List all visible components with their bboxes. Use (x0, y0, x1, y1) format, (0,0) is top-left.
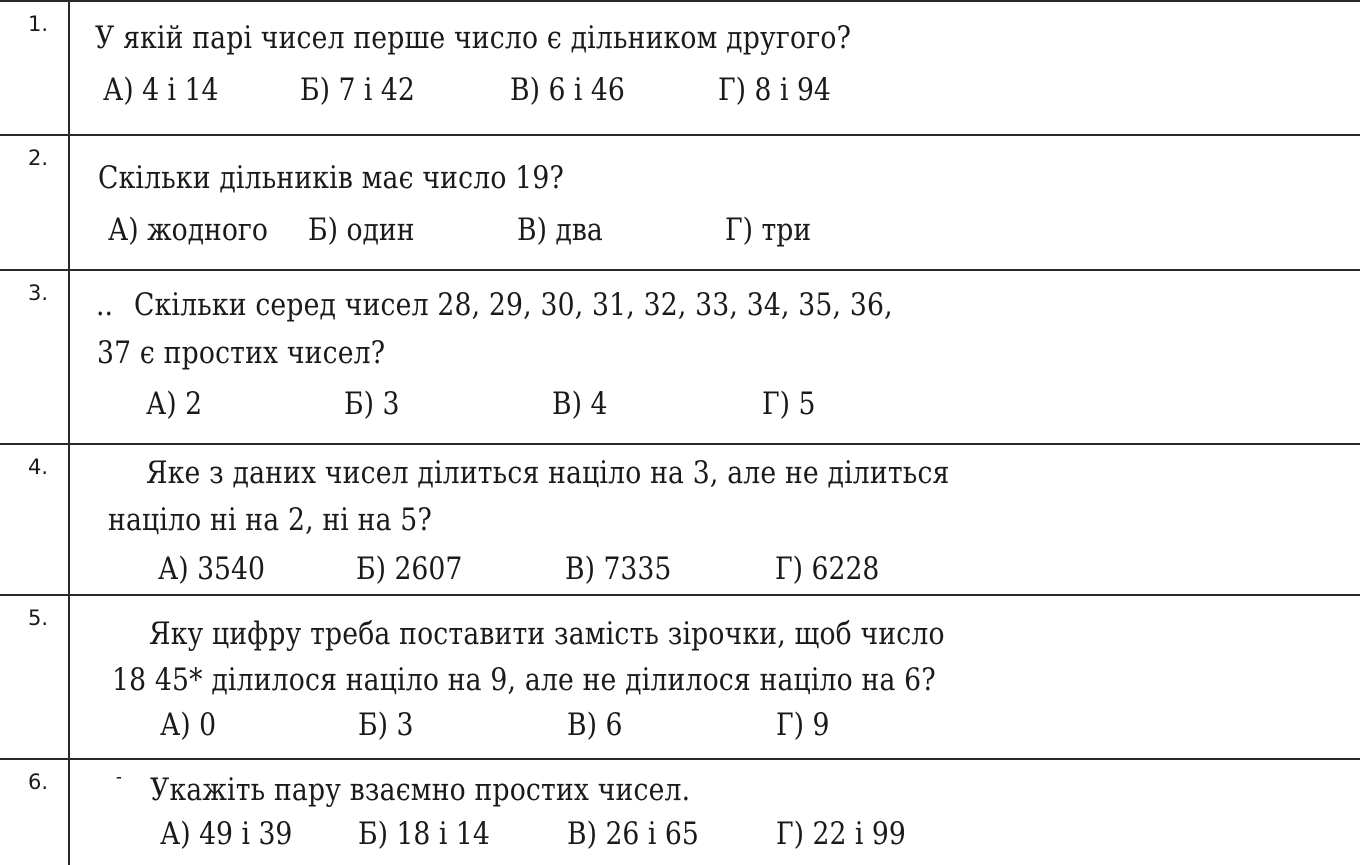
question-number: 1. (28, 12, 49, 36)
question-text: Скільки дільників має число 19? (98, 160, 564, 196)
cropped-number-fragment: - (116, 764, 122, 788)
question-row-2 (0, 134, 1360, 270)
option-a: А) 2 (146, 386, 203, 422)
option-c: В) 6 (567, 707, 623, 743)
question-number: 6. (28, 770, 49, 794)
question-row-5 (0, 594, 1360, 760)
question-text-line-2: 37 є простих чисел? (97, 335, 386, 371)
question-number-cell (0, 596, 70, 760)
question-row-1 (0, 0, 1360, 135)
option-a: А) 49 і 39 (160, 816, 293, 852)
option-a: А) жодного (108, 212, 268, 248)
question-number-cell (0, 445, 70, 596)
option-c: В) 7335 (565, 551, 672, 587)
question-text-line-2: 18 45* ділилося націло на 9, але не ділилося націло на 6? (112, 662, 936, 698)
question-text: Укажіть пару взаємно простих чисел. (150, 772, 691, 808)
option-b: Б) 18 і 14 (358, 816, 490, 852)
question-text-line-1: Скільки серед чисел 28, 29, 30, 31, 32, 33, 34, 35, 36, (134, 287, 893, 323)
option-a: А) 4 і 14 (103, 72, 219, 108)
option-d: Г) 22 і 99 (776, 816, 906, 852)
question-number-cell (0, 2, 70, 135)
option-a: А) 3540 (158, 551, 265, 587)
option-d: Г) 8 і 94 (718, 72, 831, 108)
question-text-line-1: Яке з даних чисел ділиться націло на 3, але не ділиться (146, 455, 950, 491)
question-text: У якій парі чисел перше число є дільником другого? (95, 20, 852, 56)
question-text-line-2: націло ні на 2, ні на 5? (108, 502, 432, 538)
option-b: Б) 2607 (356, 551, 463, 587)
question-text-line-1: Яку цифру треба поставити замість зірочки, щоб число (149, 616, 945, 652)
question-number: 2. (28, 146, 49, 170)
option-b: Б) 3 (358, 707, 414, 743)
option-a: А) 0 (160, 707, 217, 743)
option-b: Б) 7 і 42 (300, 72, 415, 108)
question-number: 4. (28, 455, 49, 479)
option-d: Г) 9 (776, 707, 830, 743)
question-number-cell (0, 136, 70, 270)
question-row-6 (0, 758, 1360, 865)
question-number-cell (0, 271, 70, 445)
option-d: Г) 6228 (775, 551, 880, 587)
question-number: 5. (28, 606, 49, 630)
option-d: Г) 5 (762, 386, 816, 422)
option-b: Б) 3 (344, 386, 400, 422)
option-c: В) два (517, 212, 603, 248)
question-row-3 (0, 269, 1360, 445)
option-d: Г) три (725, 212, 812, 248)
question-number-cell (0, 760, 70, 865)
option-b: Б) один (308, 212, 415, 248)
option-c: В) 6 і 46 (510, 72, 625, 108)
cropped-number-fragment: .. (96, 287, 113, 323)
question-number: 3. (28, 281, 49, 305)
option-c: В) 26 і 65 (567, 816, 699, 852)
question-row-4 (0, 443, 1360, 596)
option-c: В) 4 (552, 386, 608, 422)
